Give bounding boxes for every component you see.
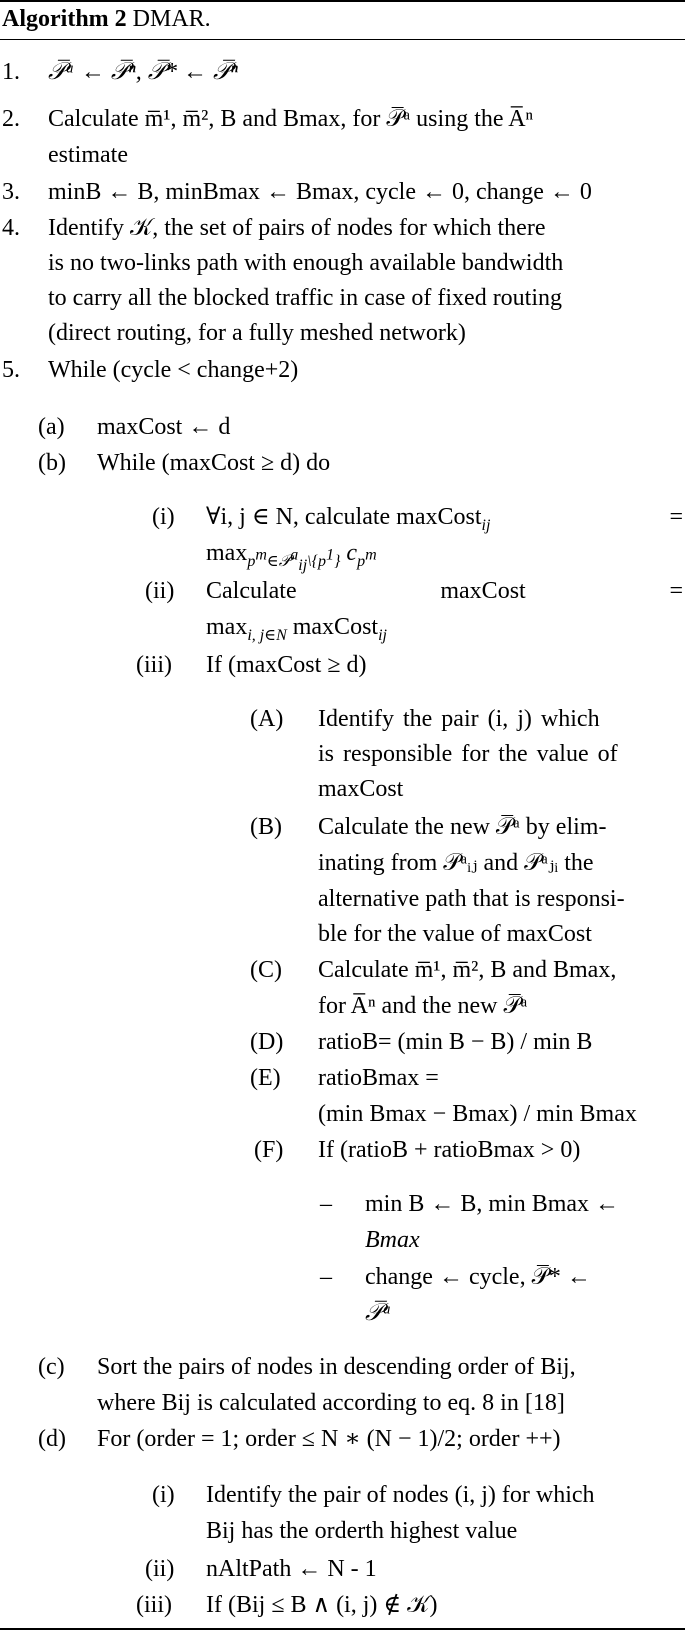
substep-label: (d) [38, 1426, 66, 1452]
bottom-rule [0, 1628, 685, 1630]
algorithm-title-bold: Algorithm 2 [2, 6, 127, 32]
step-4: Identify 𝒦, the set of pairs of nodes for which there [48, 215, 546, 241]
substep-c: Sort the pairs of nodes in descending order of Bij, [97, 1354, 576, 1380]
subitem-B: inating from 𝒫ᵃᵢⱼ and 𝒫ᵃⱼᵢ the [318, 850, 594, 876]
dash-item-2: change ← cycle, 𝒫̅* ← [365, 1264, 591, 1290]
step-3: minB ← B, minBmax ← Bmax, cycle ← 0, change ← 0 [48, 179, 592, 205]
line-number: 3. [2, 179, 20, 205]
substep-label: (c) [38, 1354, 65, 1380]
dash-bullet: – [320, 1191, 332, 1217]
item-d-i: Bij has the orderth highest value [206, 1518, 518, 1544]
step-1: 𝒫̅ᵃ ← 𝒫̅ⁿ, 𝒫̅* ← 𝒫̅ⁿ [48, 59, 238, 85]
step-2-cont: estimate [48, 142, 128, 168]
item-d-ii: nAltPath ← N - 1 [206, 1556, 377, 1582]
line-number: 1. [2, 59, 20, 85]
header-rule [0, 39, 685, 40]
line-number: 5. [2, 357, 20, 383]
algorithm-title-rest: DMAR. [126, 6, 211, 32]
subitem-C: Calculate m̅¹, m̅², B and Bmax, [318, 957, 617, 983]
item-b-i-line1 [206, 500, 683, 534]
step-2: Calculate m̅¹, m̅², B and Bmax, for 𝒫̅ᵃ using the A̅ⁿ [48, 106, 534, 132]
subitem-E: ratioBmax = [318, 1065, 439, 1091]
substep-c: where Bij is calculated according to eq. 8 in [18] [97, 1390, 565, 1416]
subitem-D: ratioB= (min B − B) / min B [318, 1029, 593, 1055]
step-5: While (cycle < change+2) [48, 357, 299, 383]
item-b-i-text: ∀i, j ∈ N, calculate maxCost$_{ij}$ [206, 504, 491, 534]
subitem-B: alternative path that is responsi- [318, 886, 625, 912]
subitem-A: is responsible for the value of [318, 741, 618, 767]
algorithm-title [2, 2, 211, 36]
substep-a: maxCost ← d [97, 414, 231, 440]
item-b-i-eq: = [669, 504, 683, 530]
subitem-label: (C) [250, 957, 282, 983]
subitem-B: ble for the value of maxCost [318, 921, 592, 947]
item-d-iii: If (Bij ≤ B ∧ (i, j) ∉ 𝒦) [206, 1592, 438, 1618]
item-d-i: Identify the pair of nodes (i, j) for which [206, 1482, 595, 1508]
substep-label: (b) [38, 450, 66, 476]
subitem-label: (B) [250, 814, 282, 840]
item-label: (iii) [136, 1592, 172, 1618]
subitem-A: Identify the pair (i, j) which [318, 706, 600, 732]
subitem-B: Calculate the new 𝒫̅ᵃ by elim- [318, 814, 607, 840]
dash-bullet: – [320, 1264, 332, 1290]
subitem-label: (F) [254, 1137, 284, 1163]
item-b-i-line2: $\max_{p^m\in 𝒫^a_{ij}\backslash\{p^1\}} c_{p^m}$ [206, 540, 377, 574]
item-label: (i) [152, 504, 175, 530]
subitem-C: for A̅ⁿ and the new 𝒫̅ᵃ [318, 993, 528, 1019]
item-b-ii-line1: Calculate maxCost = [206, 578, 683, 604]
subitem-label: (E) [250, 1065, 281, 1091]
substep-label: (a) [38, 414, 65, 440]
subitem-E: (min Bmax − Bmax) / min Bmax [318, 1101, 637, 1127]
line-number: 2. [2, 106, 20, 132]
item-label: (ii) [145, 1556, 175, 1582]
step-4-cont: is no two-links path with enough available bandwidth [48, 250, 564, 276]
dash-item-1: min B ← B, min Bmax ← [365, 1191, 620, 1217]
subitem-label: (A) [250, 706, 284, 732]
subitem-F: If (ratioB + ratioBmax > 0) [318, 1137, 581, 1163]
step-4-cont: to carry all the blocked traffic in case of fixed routing [48, 285, 563, 311]
dash-item-1-cont: Bmax [365, 1227, 420, 1253]
substep-b: While (maxCost ≥ d) do [97, 450, 331, 476]
item-label: (iii) [136, 652, 172, 678]
line-number: 4. [2, 215, 20, 241]
item-b-iii: If (maxCost ≥ d) [206, 652, 367, 678]
subitem-A: maxCost [318, 776, 404, 802]
subitem-label: (D) [250, 1029, 284, 1055]
substep-d: For (order = 1; order ≤ N ∗ (N − 1)/2; order ++) [97, 1426, 561, 1452]
item-b-ii-line2: $\max_{i, j\in N}$ maxCost$_{ij}$ [206, 614, 387, 644]
item-label: (i) [152, 1482, 175, 1508]
dash-item-2-cont: 𝒫̅ᵃ [365, 1300, 392, 1326]
step-4-cont: (direct routing, for a fully meshed network) [48, 320, 466, 346]
item-label: (ii) [145, 578, 175, 604]
